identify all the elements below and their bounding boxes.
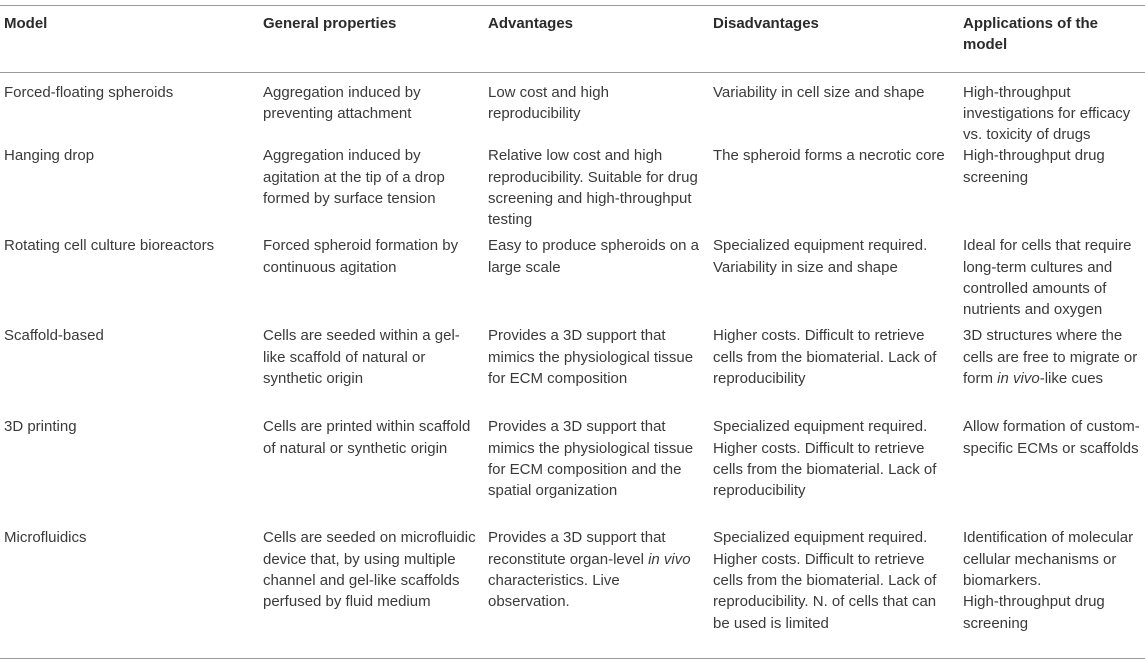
cell-applications: High-throughput investigations for efficacy vs. toxicity of drugs [963,83,1131,144]
cell-properties: Cells are seeded within a gel-like scaffold of natural or synthetic origin [263,327,460,388]
advantages-text-end: characteristics. Live observation. [488,572,620,611]
header-advantages: Advantages [488,15,574,32]
cell-advantages: Relative low cost and high reproducibility. Suitable for drug screening and high-throughput testing [488,147,698,229]
cell-advantages: Provides a 3D support that mimics the physiological tissue for ECM composition [488,327,694,388]
cell-disadvantages: Specialized equipment required. Variability in size and shape [713,237,928,276]
advantages-text: Provides a 3D support that reconstitute organ-level [488,529,666,568]
applications-line-2: High-throughput drug screening [963,593,1105,632]
cell-model: Hanging drop [4,147,95,165]
cell-model: Forced-floating spheroids [4,83,174,101]
cell-applications: Ideal for cells that require long-term cultures and controlled amounts of nutrients and oxygen [963,237,1132,319]
cell-model: Scaffold-based [4,327,104,345]
table-row [0,325,1145,416]
header-disadvantages: Disadvantages [713,15,819,32]
cell-properties: Aggregation induced by preventing attachment [263,83,421,122]
header-applications: Applications of the model [963,15,1098,54]
models-table [0,5,1145,659]
applications-line-1: Identification of molecular cellular mechanisms or biomarkers. [963,529,1134,590]
header-model: Model [4,15,48,32]
cell-applications: Allow formation of custom-specific ECMs or scaffolds [963,418,1140,457]
advantages-italic: in vivo [648,550,691,568]
header-row [0,6,1145,73]
cell-properties: Forced spheroid formation by continuous agitation [263,237,459,276]
cell-properties: Cells are printed within scaffold of natural or synthetic origin [263,418,471,457]
cell-model: Microfluidics [0,527,259,658]
cell-model: Rotating cell culture bioreactors [4,237,215,255]
cell-advantages: Easy to produce spheroids on a large scale [488,237,699,276]
cell-disadvantages: The spheroid forms a necrotic core [713,147,945,165]
cell-model: 3D printing [4,418,77,436]
cell-disadvantages: Higher costs. Difficult to retrieve cells from the biomaterial. Lack of reproducibility [713,327,937,388]
applications-italic: in vivo [997,370,1040,388]
applications-text-end: -like cues [1039,370,1104,388]
header-general-properties: General properties [263,15,397,32]
cell-disadvantages: Variability in cell size and shape [713,83,925,101]
table-row [0,235,1145,325]
cell-advantages: Low cost and high reproducibility [488,83,609,122]
cell-advantages: Provides a 3D support that mimics the physiological tissue for ECM composition and the spatial organization [488,418,694,500]
cell-applications: High-throughput drug screening [963,147,1105,186]
table-row [0,145,1145,235]
cell-applications [959,527,1145,658]
table-row [0,416,1145,527]
cell-advantages [484,527,709,658]
cell-applications [959,325,1145,416]
cell-properties: Aggregation induced by agitation at the tip of a drop formed by surface tension [263,147,445,208]
cell-properties: Cells are seeded on microfluidic device that, by using multiple channel and gel-like scaffolds perfused by fluid medium [259,527,484,658]
cell-disadvantages: Specialized equipment required. Higher costs. Difficult to retrieve cells from the biomaterial. Lack of reproducibility [713,418,937,500]
applications-text: 3D structures where the cells are free to migrate or form [963,327,1138,388]
cell-disadvantages: Specialized equipment required. Higher costs. Difficult to retrieve cells from the biomaterial. Lack of reproducibility. N. of cells that can be used is limited [709,527,959,658]
table-row [0,527,1145,658]
table-row [0,72,1145,145]
